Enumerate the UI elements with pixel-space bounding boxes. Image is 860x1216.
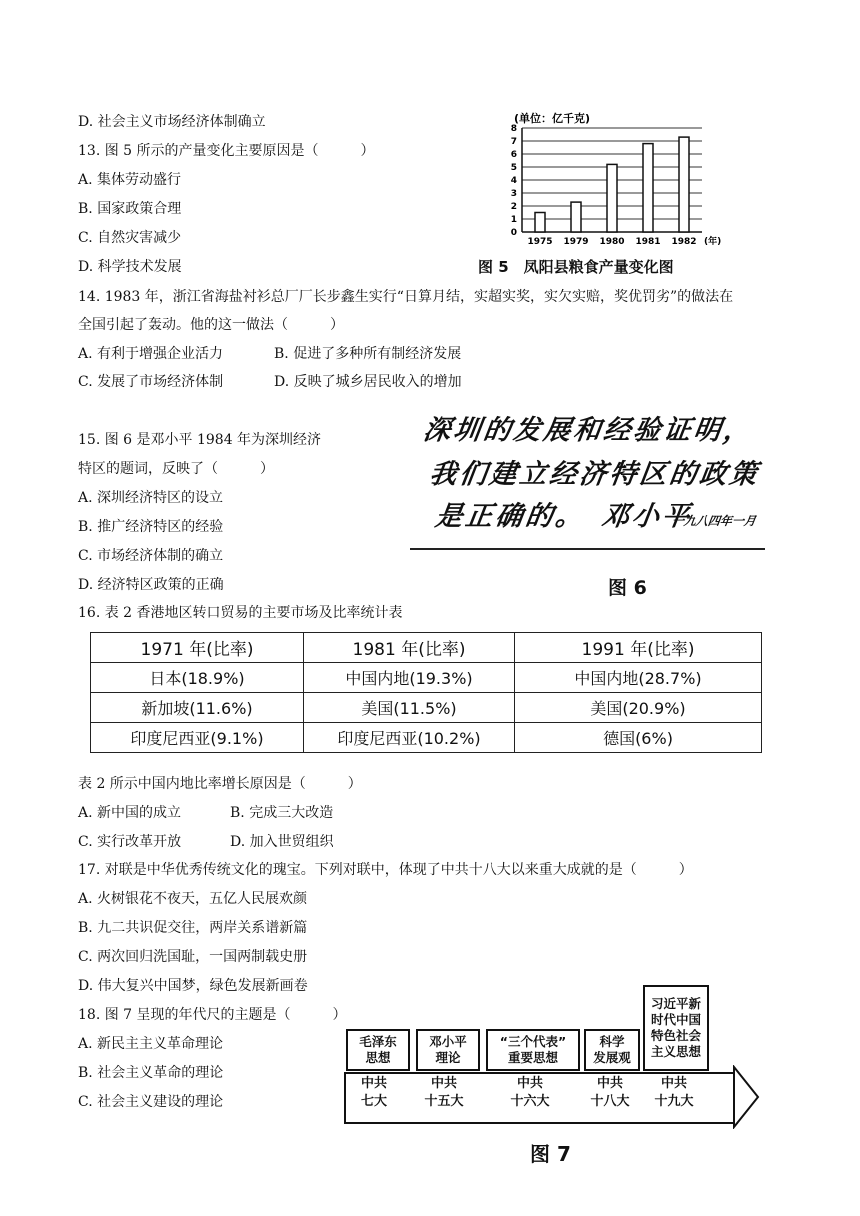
q13-stem: 13. 图 5 所示的产量变化主要原因是（ ） bbox=[78, 143, 375, 159]
figure-5-caption: 图 5 凤阳县粮食产量变化图 bbox=[478, 258, 674, 276]
bar-1980 bbox=[607, 164, 617, 232]
x-tick-label: 1982 bbox=[671, 237, 697, 247]
q13-option-d: D. 科学技术发展 bbox=[78, 259, 182, 275]
stage-18th-congress: 中共 十八大 bbox=[590, 1076, 630, 1109]
stage-19th-congress: 中共 十九大 bbox=[654, 1076, 694, 1109]
q13-option-b: B. 国家政策合理 bbox=[78, 201, 182, 217]
table-cell: 日本(18.9%) bbox=[91, 663, 304, 693]
theory-box-three-represents: “三个代表” 重要思想 bbox=[486, 1029, 580, 1071]
q15-option-a: A. 深圳经济特区的设立 bbox=[78, 490, 224, 506]
figure-6-caption: 图 6 bbox=[608, 577, 647, 599]
q15-option-d: D. 经济特区政策的正确 bbox=[78, 577, 224, 593]
y-tick-label: 2 bbox=[510, 202, 517, 212]
q16-option-a: A. 新中国的成立 bbox=[78, 805, 182, 821]
q14-option-a: A. 有利于增强企业活力 bbox=[78, 346, 224, 362]
figure-6-rule bbox=[410, 548, 765, 550]
x-axis-unit-label: (年) bbox=[704, 237, 722, 247]
q14-option-c: C. 发展了市场经济体制 bbox=[78, 374, 224, 390]
table-cell: 新加坡(11.6%) bbox=[91, 693, 304, 723]
figure-5 bbox=[478, 110, 730, 280]
unit-label: (单位：亿千克) bbox=[514, 112, 591, 125]
y-tick-label: 4 bbox=[510, 176, 517, 186]
theory-box-xi-thought: 习近平新 时代中国 特色社会 主义思想 bbox=[643, 985, 709, 1071]
theory-box-scientific-development: 科学 发展观 bbox=[584, 1029, 640, 1071]
q18-stem: 18. 图 7 呈现的年代尺的主题是（ ） bbox=[78, 1007, 347, 1023]
table-cell: 中国内地(19.3%) bbox=[304, 663, 515, 693]
y-tick-label: 6 bbox=[510, 150, 517, 160]
table-header-1981: 1981 年(比率) bbox=[304, 633, 515, 663]
theory-box-mao: 毛泽东 思想 bbox=[346, 1029, 410, 1071]
q15-stem-line2: 特区的题词，反映了（ ） bbox=[78, 461, 274, 477]
q17-option-a: A. 火树银花不夜天，五亿人民展欢颜 bbox=[78, 891, 308, 907]
q14-stem-line2: 全国引起了轰动。他的这一做法（ ） bbox=[78, 317, 344, 333]
table-cell: 美国(11.5%) bbox=[304, 693, 515, 723]
q18-option-b: B. 社会主义革命的理论 bbox=[78, 1065, 224, 1081]
q16-option-d: D. 加入世贸组织 bbox=[230, 834, 334, 850]
x-tick-label: 1979 bbox=[563, 237, 589, 247]
y-tick-label: 5 bbox=[510, 163, 517, 173]
bar-1975 bbox=[535, 213, 545, 233]
y-tick-label: 8 bbox=[510, 124, 517, 134]
table-row bbox=[91, 723, 762, 753]
q16-option-c: C. 实行改革开放 bbox=[78, 834, 182, 850]
table-cell: 中国内地(28.7%) bbox=[515, 663, 762, 693]
q18-option-c: C. 社会主义建设的理论 bbox=[78, 1094, 224, 1110]
table-header-1991: 1991 年(比率) bbox=[515, 633, 762, 663]
bar-1982 bbox=[679, 137, 689, 232]
table-cell: 印度尼西亚(10.2%) bbox=[304, 723, 515, 753]
x-tick-label: 1980 bbox=[599, 237, 625, 247]
calligraphy-line-3: 是正确的。 邓小平 bbox=[433, 501, 695, 532]
table-cell: 印度尼西亚(9.1%) bbox=[91, 723, 304, 753]
q18-option-a: A. 新民主主义革命理论 bbox=[78, 1036, 224, 1052]
table-row bbox=[91, 663, 762, 693]
table-2 bbox=[90, 632, 762, 753]
q15-stem-line1: 15. 图 6 是邓小平 1984 年为深圳经济 bbox=[78, 432, 322, 448]
y-tick-label: 1 bbox=[510, 215, 517, 225]
q15-option-b: B. 推广经济特区的经验 bbox=[78, 519, 224, 535]
q12-option-d: D. 社会主义市场经济体制确立 bbox=[78, 114, 266, 130]
q14-option-d: D. 反映了城乡居民收入的增加 bbox=[274, 374, 462, 390]
theory-box-deng: 邓小平 理论 bbox=[416, 1029, 480, 1071]
q16-stem: 表 2 所示中国内地比率增长原因是（ ） bbox=[78, 776, 362, 792]
figure-7-caption: 图 7 bbox=[530, 1142, 571, 1166]
table-row bbox=[91, 693, 762, 723]
x-tick-label: 1981 bbox=[635, 237, 661, 247]
calligraphy-date: 一九八四年一月 bbox=[670, 514, 757, 528]
grain-output-bar-chart bbox=[500, 110, 730, 250]
q16-option-b: B. 完成三大改造 bbox=[230, 805, 334, 821]
timeline-arrow-head bbox=[732, 1065, 760, 1129]
table-2-title: 16. 表 2 香港地区转口贸易的主要市场及比率统计表 bbox=[78, 605, 403, 621]
q14-stem-line1: 14. 1983 年，浙江省海盐衬衫总厂厂长步鑫生实行“日算月结，实超实奖，实欠实赔，奖优罚劣”的做法在 bbox=[78, 289, 734, 305]
q15-option-c: C. 市场经济体制的确立 bbox=[78, 548, 224, 564]
calligraphy-line-2: 我们建立经济特区的政策 bbox=[427, 459, 762, 490]
stage-7th-congress: 中共 七大 bbox=[360, 1076, 387, 1109]
y-tick-label: 0 bbox=[510, 228, 517, 238]
table-header-1971: 1971 年(比率) bbox=[91, 633, 304, 663]
figure-6 bbox=[410, 400, 770, 600]
bar-1979 bbox=[571, 202, 581, 232]
y-tick-label: 3 bbox=[510, 189, 517, 199]
q13-option-a: A. 集体劳动盛行 bbox=[78, 172, 182, 188]
q14-option-b: B. 促进了多种所有制经济发展 bbox=[274, 346, 462, 362]
stage-15th-congress: 中共 十五大 bbox=[424, 1076, 464, 1109]
table-cell: 德国(6%) bbox=[515, 723, 762, 753]
figure-7-timeline bbox=[340, 985, 760, 1170]
y-tick-label: 7 bbox=[510, 137, 517, 147]
stage-16th-congress: 中共 十六大 bbox=[510, 1076, 550, 1109]
table-cell: 美国(20.9%) bbox=[515, 693, 762, 723]
table-header-row bbox=[91, 633, 762, 663]
bar-1981 bbox=[643, 144, 653, 232]
q17-option-b: B. 九二共识促交往，两岸关系谱新篇 bbox=[78, 920, 308, 936]
q17-option-c: C. 两次回归洗国耻，一国两制载史册 bbox=[78, 949, 308, 965]
x-tick-label: 1975 bbox=[527, 237, 553, 247]
q17-option-d: D. 伟大复兴中国梦，绿色发展新画卷 bbox=[78, 978, 308, 994]
q13-option-c: C. 自然灾害减少 bbox=[78, 230, 182, 246]
calligraphy-line-1: 深圳的发展和经验证明， bbox=[421, 415, 756, 446]
q17-stem: 17. 对联是中华优秀传统文化的瑰宝。下列对联中，体现了中共十八大以来重大成就的是（ ） bbox=[78, 862, 693, 878]
